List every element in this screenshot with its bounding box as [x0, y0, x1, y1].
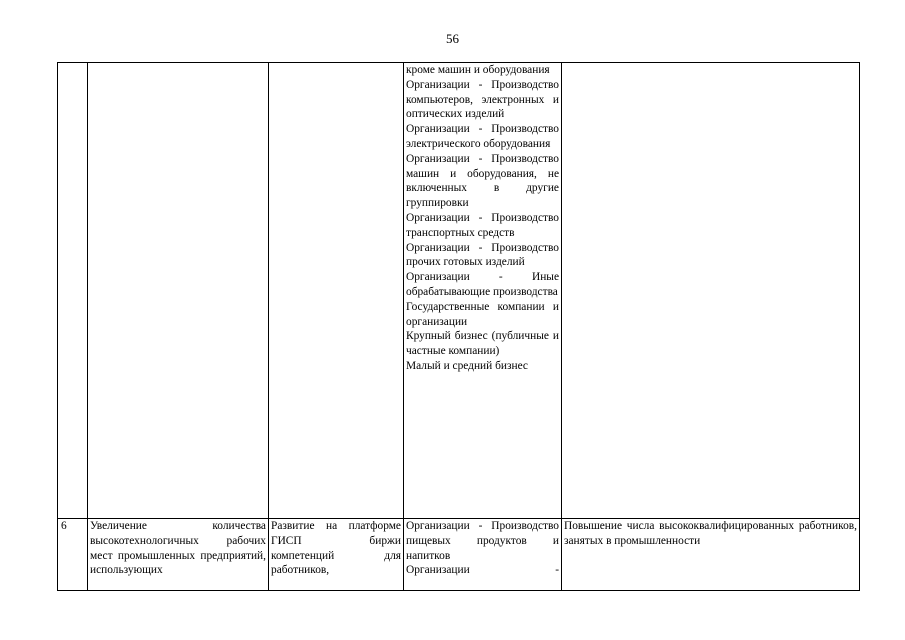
measure-cell	[269, 63, 404, 519]
organization-entry: кроме машин и оборудования	[406, 64, 550, 76]
organization-entry: Организации - Производство машин и оборудования, не включенных в другие группировки	[406, 152, 559, 210]
table-row	[58, 63, 860, 519]
organization-entry: Организации - Производство пищевых продуктов и напитков	[406, 520, 559, 562]
goal-cell	[88, 519, 269, 591]
result-cell	[562, 63, 860, 519]
organization-entry: Организации - Производство прочих готовых изделий	[406, 241, 559, 269]
organization-entry: Организации - Производство компьютеров, электронных и оптических изделий	[406, 78, 559, 121]
page-number: 56	[446, 31, 459, 46]
organization-entry: Организации - Производство электрического оборудования	[406, 123, 559, 150]
organization-entry: Малый и средний бизнес	[406, 359, 528, 372]
goal-cell	[88, 63, 269, 519]
table-row	[58, 519, 860, 591]
organization-entry: Крупный бизнес (публичные и частные компании)	[406, 330, 559, 358]
row-number-cell	[58, 63, 88, 519]
organization-entry: Организации - Производство транспортных средств	[406, 211, 559, 239]
result-text: Повышение числа высококвалифицированных работников, занятых в промышленности	[564, 520, 857, 547]
organizations-cell	[404, 519, 562, 591]
goal-text: Увеличение количества высокотехнологичных рабочих мест промышленных предприятий, использующих	[90, 520, 266, 577]
organization-entry: Организации - Иные обрабатывающие производства	[406, 271, 559, 298]
measure-text: Развитие на платформе ГИСП биржи компетенций для работников,	[271, 520, 401, 577]
organizations-cell	[404, 63, 562, 519]
row-number-cell: 6	[58, 519, 88, 591]
result-cell	[562, 519, 860, 591]
document-table	[57, 62, 860, 591]
measure-cell	[269, 519, 404, 591]
organization-entry: Государственные компании и организации	[406, 300, 559, 328]
organization-entry: Организации -	[406, 564, 559, 577]
